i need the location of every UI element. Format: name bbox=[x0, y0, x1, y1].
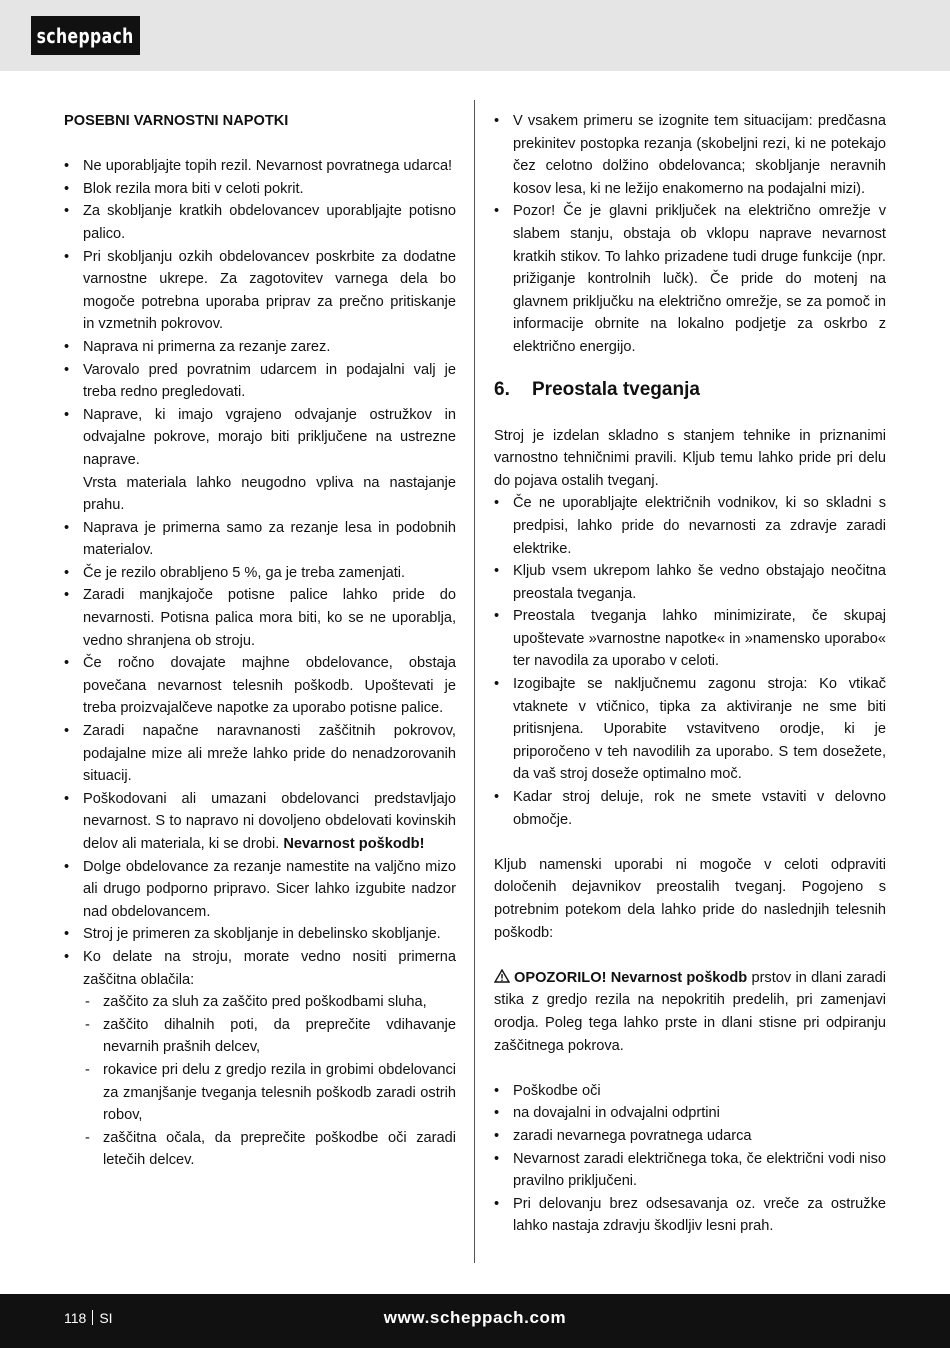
page-number: 118 bbox=[64, 1310, 87, 1326]
sub-list-item: - zaščito za sluh za zaščito pred poškodbami sluha, bbox=[83, 991, 456, 1014]
residual-risk-list bbox=[494, 492, 886, 831]
warning-label: OPOZORILO! Nevarnost poškodb bbox=[514, 969, 748, 986]
list-item-continuation: Vrsta materiala lahko neugodno vpliva na nastajanje prahu. bbox=[83, 474, 456, 514]
scheppach-logo bbox=[31, 16, 140, 55]
list-item: • Izogibajte se naključnemu zagonu stroja: Ko vtikač vtaknete v vtičnico, tipka za aktiviranje ne sme biti pritisnjena. Uporabite vstavitveno orodje, ki je priporočeno v teh navodilih za uporabo. S tem dosežete, da vaš stroj doseže optimalno moč. bbox=[494, 673, 886, 786]
list-item: • Pozor! Če je glavni priključek na električno omrežje v slabem stanju, obstaja ob vklopu naprave nevarnost kratkih stikov. To lahko prizadene tudi druge funkcije (npr. prižiganje kontrolnih lučk). Če pride do motenj na glavnem priključku na električno omrežje, se za pomoč in informacije obrnite na lokalno podjetje za oskrbo z električno energijo. bbox=[494, 200, 886, 358]
list-item: • Naprava je primerna samo za rezanje lesa in podobnih materialov. bbox=[64, 517, 456, 562]
warning-paragraph bbox=[494, 967, 886, 1057]
residual-risk-intro: Stroj je izdelan skladno s stanjem tehnike in priznanimi varnostno tehničnimi pravili. Kljub temu lahko pride pri delu do pojava ostalih tveganj. bbox=[494, 427, 886, 489]
safety-heading: POSEBNI VARNOSTNI NAPOTKI bbox=[64, 113, 289, 129]
logo-text: scheppach bbox=[37, 23, 134, 48]
list-item: • Blok rezila mora biti v celoti pokrit. bbox=[64, 178, 456, 201]
residual-risk-paragraph: Kljub namenski uporabi ni mogoče v celoti odpraviti določenih dejavnikov preostalih tveganj. Pogojeno s potrebnim potekom dela lahko pride do naslednjih telesnih poškodb: bbox=[494, 856, 886, 941]
injury-warning-bold: Nevarnost poškodb! bbox=[283, 836, 425, 852]
list-item: • Če ročno dovajate majhne obdelovance, obstaja povečana nevarnost telesnih poškodb. Upoštevati je treba proizvajalčeve napotke za uporabo potisne palice. bbox=[64, 652, 456, 720]
sub-list-item: - zaščito dihalnih poti, da preprečite vdihavanje nevarnih prašnih delcev, bbox=[83, 1014, 456, 1059]
list-item: • Kadar stroj deluje, rok ne smete vstaviti v delovno območje. bbox=[494, 786, 886, 831]
section-title bbox=[494, 378, 886, 402]
injury-list bbox=[494, 1080, 886, 1238]
list-item: • Pri delovanju brez odsesavanja oz. vreče za ostružke lahko nastaja zdravju škodljiv lesni prah. bbox=[494, 1193, 886, 1238]
list-item: • Ne uporabljajte topih rezil. Nevarnost povratnega udarca! bbox=[64, 155, 456, 178]
list-item: • Naprave, ki imajo vgrajeno odvajanje ostružkov in odvajalne pokrove, morajo biti priključene na ustrezne naprave. Vrsta materiala lahko neugodno vpliva na nastajanje prahu. bbox=[64, 404, 456, 517]
list-item: • V vsakem primeru se izognite tem situacijam: predčasna prekinitev postopka rezanja (skobeljni rezi, ki ne potekajo čez celotno dolžino obdelovanca; skobljanje neravnih kosov lesa, ki ne ležijo enakomerno na podajalni mizi). bbox=[494, 110, 886, 200]
list-item: • Kljub vsem ukrepom lahko še vedno obstajajo neočitna preostala tveganja. bbox=[494, 560, 886, 605]
protective-gear-list bbox=[83, 991, 456, 1172]
list-item: • Če ne uporabljajte električnih vodnikov, ki so skladni s predpisi, lahko pride do nevarnosti za zdravje zaradi elektrike. bbox=[494, 492, 886, 560]
language-code: SI bbox=[99, 1310, 113, 1326]
list-item: • Zaradi manjkajoče potisne palice lahko pride do nevarnosti. Potisna palica mora biti, ko se ne uporablja, vedno shranjena ob stroju. bbox=[64, 584, 456, 652]
list-item: • Če je rezilo obrabljeno 5 %, ga je treba zamenjati. bbox=[64, 562, 456, 585]
website-url: www.scheppach.com bbox=[383, 1308, 567, 1327]
warning-triangle-icon bbox=[494, 969, 510, 983]
list-item: • Naprava ni primerna za rezanje zarez. bbox=[64, 336, 456, 359]
list-item: • na dovajalni in odvajalni odprtini bbox=[494, 1102, 886, 1125]
list-item: • Poškodbe oči bbox=[494, 1080, 886, 1103]
safety-list bbox=[64, 155, 456, 1172]
sub-list-item: - zaščitna očala, da preprečite poškodbe oči zaradi letečih delcev. bbox=[83, 1127, 456, 1172]
left-column bbox=[64, 110, 456, 1172]
section-number: 6. bbox=[494, 378, 510, 400]
list-item: • Ko delate na stroju, morate vedno nositi primerna zaščitna oblačila: - zaščito za sluh za zaščito pred poškodbami sluha, - zaščito dihalnih poti, da preprečite vdihavanje nevarnih prašnih delcev, - rokavice pri delu z gredjo rezila in grobimi obdelovanci za zmanjšanje tveganja telesnih poškodb zaradi ostrih robov, - zaščitna očala, da preprečite poškodbe oči zaradi letečih delcev. bbox=[64, 946, 456, 1172]
situation-list bbox=[494, 110, 886, 359]
warning-text: prstov in dlani zaradi stika z gredjo rezila na nepokritih predelih, pri zamenjavi orodja. Poleg tega lahko prste in dlani stisne pri odpiranju zaščitnega pokrova. bbox=[494, 969, 886, 1054]
right-column bbox=[494, 110, 886, 1238]
list-item: • Dolge obdelovance za rezanje namestite na valjčno mizo ali drugo podporno pripravo. Sicer lahko izgubite nadzor nad obdelovancem. bbox=[64, 856, 456, 924]
sub-list-item: - rokavice pri delu z gredjo rezila in grobimi obdelovanci za zmanjšanje tveganja telesnih poškodb zaradi ostrih robov, bbox=[83, 1059, 456, 1127]
list-item: • Zaradi napačne naravnanosti zaščitnih pokrovov, podajalne mize ali mreže lahko pride do nenadzorovanih situacij. bbox=[64, 720, 456, 788]
list-item: • Za skobljanje kratkih obdelovancev uporabljajte potisno palico. bbox=[64, 200, 456, 245]
list-item: • zaradi nevarnega povratnega udarca bbox=[494, 1125, 886, 1148]
page-footer bbox=[0, 1294, 950, 1348]
section-title-text: Preostala tveganja bbox=[532, 378, 700, 400]
list-item: • Pri skobljanju ozkih obdelovancev poskrbite za dodatne varnostne ukrepe. Za zagotovitev varnega dela bo mogoče potrebna uporaba priprav za prečno pritiskanje in vzmetnih pokrovov. bbox=[64, 246, 456, 336]
page-header bbox=[0, 0, 950, 71]
list-item: • Poškodovani ali umazani obdelovanci predstavljajo nevarnost. S to napravo ni dovoljeno obdelovati kovinskih delov ali materiala, ki se drobi. Nevarnost poškodb! bbox=[64, 788, 456, 856]
list-item: • Nevarnost zaradi električnega toka, če električni vodi niso pravilno priključeni. bbox=[494, 1148, 886, 1193]
list-item: • Stroj je primeren za skobljanje in debelinsko skobljanje. bbox=[64, 923, 456, 946]
list-item: • Varovalo pred povratnim udarcem in podajalni valj je treba redno pregledovati. bbox=[64, 359, 456, 404]
list-item: • Preostala tveganja lahko minimizirate, če skupaj upoštevate »varnostne napotke« in »namensko uporabo« ter navodila za uporabo v celoti. bbox=[494, 605, 886, 673]
column-divider bbox=[474, 100, 475, 1263]
